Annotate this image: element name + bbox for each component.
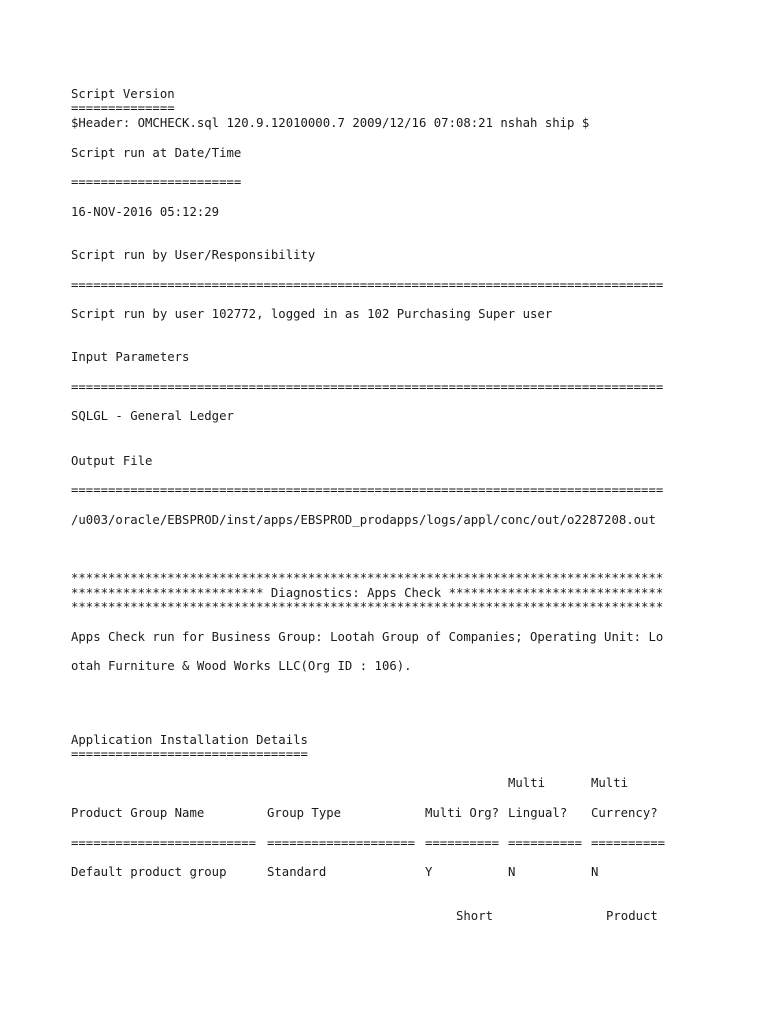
product-group-name-header: Product Group Name: [71, 806, 205, 820]
input-parameters-heading: Input Parameters: [71, 350, 190, 364]
diagnostics-title: ************************** Diagnostics: Apps Check *****************************: [71, 586, 664, 600]
installation-details-heading: Application Installation Details: [71, 733, 308, 747]
multi-currency-header-top: Multi: [591, 776, 629, 790]
run-by-underline: ================================================================================: [71, 278, 664, 292]
input-parameters-underline: ================================================================================: [71, 380, 664, 394]
apps-check-line-2: otah Furniture & Wood Works LLC(Org ID : 106).: [71, 659, 412, 673]
multi-lingual-separator: ==========: [508, 836, 583, 850]
run-datetime-heading: Script run at Date/Time: [71, 146, 242, 160]
diagnostics-stars-bottom: ********************************************************************************: [71, 600, 664, 614]
output-file-heading: Output File: [71, 454, 153, 468]
multi-lingual-header-top: Multi: [508, 776, 546, 790]
group-type-header: Group Type: [267, 806, 342, 820]
installation-details-underline: ================================: [71, 747, 308, 761]
run-by-value: Script run by user 102772, logged in as 102 Purchasing Super user: [71, 307, 553, 321]
multi-org-separator: ==========: [425, 836, 500, 850]
script-version-underline: ==============: [71, 101, 175, 115]
script-header-line: $Header: OMCHECK.sql 120.9.12010000.7 2009/12/16 07:08:21 nshah ship $: [71, 116, 590, 130]
product-column-header: Product: [606, 909, 658, 923]
row-multi-org: Y: [425, 865, 433, 879]
run-datetime-value: 16-NOV-2016 05:12:29: [71, 205, 220, 219]
output-file-path: /u003/oracle/EBSPROD/inst/apps/EBSPROD_prodapps/logs/appl/conc/out/o2287208.out: [71, 513, 656, 527]
row-multi-lingual: N: [508, 865, 516, 879]
multi-currency-separator: ==========: [591, 836, 666, 850]
multi-lingual-header: Lingual?: [508, 806, 568, 820]
run-datetime-underline: =======================: [71, 175, 242, 189]
group-type-separator: ====================: [267, 836, 416, 850]
output-file-underline: ================================================================================: [71, 483, 664, 497]
row-group-type: Standard: [267, 865, 327, 879]
apps-check-line-1: Apps Check run for Business Group: Lootah Group of Companies; Operating Unit: Lo: [71, 630, 664, 644]
input-parameters-value: SQLGL - General Ledger: [71, 409, 234, 423]
product-group-name-separator: =========================: [71, 836, 257, 850]
multi-currency-header: Currency?: [591, 806, 658, 820]
multi-org-header: Multi Org?: [425, 806, 500, 820]
run-by-heading: Script run by User/Responsibility: [71, 248, 316, 262]
diagnostics-stars-top: ********************************************************************************: [71, 571, 664, 585]
row-product-group-name: Default product group: [71, 865, 227, 879]
script-version-heading: Script Version: [71, 87, 175, 101]
row-multi-currency: N: [591, 865, 599, 879]
short-column-header: Short: [456, 909, 494, 923]
